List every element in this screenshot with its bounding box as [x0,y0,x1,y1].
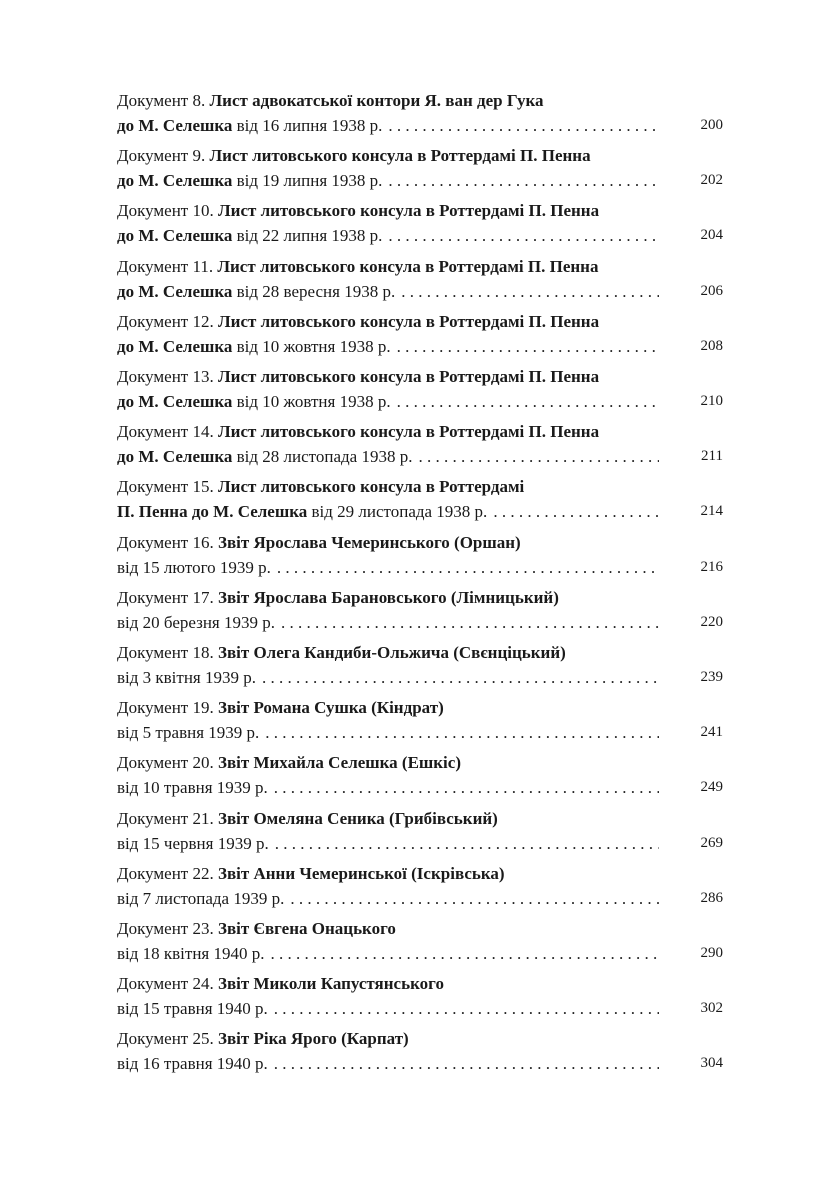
entry-line [117,444,723,469]
toc-entry[interactable] [117,419,723,469]
page-number: 206 [700,282,723,299]
document-date: від 15 травня 1940 р. [117,999,268,1019]
document-date: від 16 травня 1940 р. [117,1054,268,1074]
toc-entry[interactable] [117,364,723,414]
entry-line [117,168,723,193]
document-title-cont: до М. Селешка [117,392,233,411]
entry-heading [117,254,723,279]
document-label: Документ 18. [117,643,214,662]
document-title-cont: П. Пенна до М. Селешка [117,502,308,522]
entry-line [117,831,723,856]
document-title: Лист литовського консула в Роттердамі П. Пенна [217,256,599,276]
entry-heading [117,143,723,168]
document-label: Документ 21. [117,808,214,828]
leader-dots [388,223,659,248]
toc-entry[interactable] [117,143,723,193]
page-number: 208 [700,337,723,354]
entry-line [117,775,723,800]
document-title-cont: до М. Селешка [117,281,233,301]
document-date: від 7 листопада 1939 р. [117,888,285,908]
leader-dots [493,499,659,524]
document-title-cont: до М. Селешка [117,171,233,191]
entry-line [117,941,723,966]
entry-heading [117,806,723,831]
entry-line [117,279,723,304]
toc-entry[interactable] [117,916,723,966]
document-label: Документ 25. [117,1029,214,1049]
document-title-cont: до М. Селешка [117,116,233,135]
entry-heading [117,309,723,334]
toc-entry[interactable] [117,1026,723,1076]
document-date: від 18 квітня 1940 р. [117,944,265,963]
leader-dots [418,444,659,469]
entry-heading [117,750,723,775]
entry-heading [117,640,723,665]
document-label: Документ 20. [117,753,214,773]
leader-dots [277,555,659,580]
document-label: Документ 24. [117,974,214,994]
document-label: Документ 15. [117,477,214,497]
entry-line [117,334,723,359]
leader-dots [397,389,659,414]
entry-line [117,555,723,580]
document-title: Звіт Ярослава Чемеринського (Оршан) [217,532,521,552]
toc-entry[interactable] [117,806,723,856]
entry-line [117,499,723,524]
document-date: від 5 травня 1939 р. [117,723,260,743]
toc-entry[interactable] [117,88,723,138]
page-number: 210 [700,393,723,409]
entry-line [117,886,723,911]
leader-dots [274,1051,659,1076]
document-label: Документ 17. [117,587,214,607]
leader-dots [274,996,659,1021]
document-date: від 16 липня 1938 р. [236,116,383,135]
document-title: Звіт Анни Чемеринської (Іскрівська) [217,863,505,883]
document-title: Звіт Миколи Капустянського [217,974,444,994]
page-number: 302 [700,1000,723,1017]
toc-entry[interactable] [117,695,723,745]
entry-heading [117,419,723,444]
document-date: від 15 червня 1939 р. [117,833,269,853]
document-label: Документ 12. [117,311,214,331]
page-number: 202 [700,172,723,189]
entry-heading [117,198,723,223]
toc-entry[interactable] [117,530,723,580]
page-number: 269 [700,834,723,851]
document-title: Лист литовського консула в Роттердамі П. Пенна [209,146,591,166]
document-label: Документ 22. [117,863,214,883]
document-date: від 20 березня 1939 р. [117,612,276,632]
leader-dots [388,113,659,138]
document-date: від 28 вересня 1938 р. [236,281,396,301]
document-date: від 29 листопада 1938 р. [311,502,488,522]
document-title: Лист адвокатської контори Я. ван дер Гука [209,91,544,110]
document-title: Звіт Євгена Онацького [217,919,396,938]
entry-line [117,1051,723,1076]
document-title: Звіт Ріка Ярого (Карпат) [217,1029,409,1049]
leader-dots [290,886,659,911]
leader-dots [274,775,659,800]
document-date: від 10 жовтня 1938 р. [236,392,391,411]
toc-entry[interactable] [117,861,723,911]
page-number: 286 [700,889,723,906]
document-title: Звіт Михайла Селешка (Ешкіс) [217,753,461,773]
page-number: 290 [700,945,723,961]
leader-dots [262,665,659,690]
document-label: Документ 13. [117,367,214,386]
entry-line [117,665,723,690]
entry-heading [117,364,723,389]
leader-dots [388,168,659,193]
entry-line [117,720,723,745]
document-title-cont: до М. Селешка [117,336,233,356]
document-title-cont: до М. Селешка [117,447,233,467]
document-date: від 22 липня 1938 р. [236,226,383,246]
document-date: від 3 квітня 1939 р. [117,668,257,687]
document-title: Лист литовського консула в Роттердамі [217,477,525,497]
leader-dots [265,720,659,745]
toc-entry[interactable] [117,309,723,359]
document-label: Документ 14. [117,422,214,442]
document-title: Звіт Омеляна Сеника (Грибівський) [217,808,498,828]
page-number: 249 [700,779,723,796]
page-number: 214 [700,503,723,520]
document-title: Лист литовського консула в Роттердамі П. Пенна [217,422,600,442]
entry-heading [117,971,723,996]
entry-line [117,610,723,635]
leader-dots [397,334,659,359]
entry-line [117,113,723,138]
page-number: 200 [700,117,723,133]
document-title: Лист литовського консула в Роттердамі П. Пенна [217,201,600,221]
page-number: 211 [701,448,723,465]
document-title-cont: до М. Селешка [117,226,233,246]
page-number: 304 [700,1055,723,1072]
entry-heading [117,695,723,720]
document-label: Документ 23. [117,919,214,938]
document-title: Звіт Романа Сушка (Кіндрат) [217,698,444,718]
leader-dots [281,610,659,635]
document-title: Звіт Олега Кандиби-Ольжича (Свєнціцький) [217,643,566,662]
entry-line [117,996,723,1021]
document-title: Звіт Ярослава Барановського (Лімницький) [217,587,559,607]
document-label: Документ 8. [117,91,206,110]
page-number: 216 [700,558,723,575]
page-number: 241 [700,724,723,741]
document-label: Документ 19. [117,698,214,718]
entry-line [117,223,723,248]
document-date: від 10 жовтня 1938 р. [236,336,391,356]
document-label: Документ 16. [117,532,214,552]
toc-entry[interactable] [117,254,723,304]
entry-heading [117,88,723,113]
document-date: від 10 травня 1939 р. [117,778,268,798]
entry-heading [117,585,723,610]
toc-entry[interactable] [117,198,723,248]
document-label: Документ 9. [117,146,206,166]
entry-heading [117,530,723,555]
document-title: Лист литовського консула в Роттердамі П. Пенна [217,311,600,331]
document-label: Документ 10. [117,201,214,221]
entry-heading [117,916,723,941]
leader-dots [271,941,659,966]
entry-line [117,389,723,414]
document-date: від 28 листопада 1938 р. [236,447,413,467]
page-number: 220 [700,613,723,630]
toc-entry[interactable] [117,750,723,800]
entry-heading [117,861,723,886]
entry-heading [117,474,723,499]
toc-entry[interactable] [117,640,723,690]
document-date: від 15 лютого 1939 р. [117,557,271,577]
document-title: Лист литовського консула в Роттердамі П. Пенна [217,367,600,386]
document-date: від 19 липня 1938 р. [236,171,383,191]
leader-dots [401,279,659,304]
document-label: Документ 11. [117,256,214,276]
toc-entry[interactable] [117,971,723,1021]
page-number: 239 [700,669,723,685]
toc-entry[interactable] [117,474,723,524]
page-number: 204 [700,227,723,244]
entry-heading [117,1026,723,1051]
leader-dots [275,831,659,856]
toc-entry[interactable] [117,585,723,635]
